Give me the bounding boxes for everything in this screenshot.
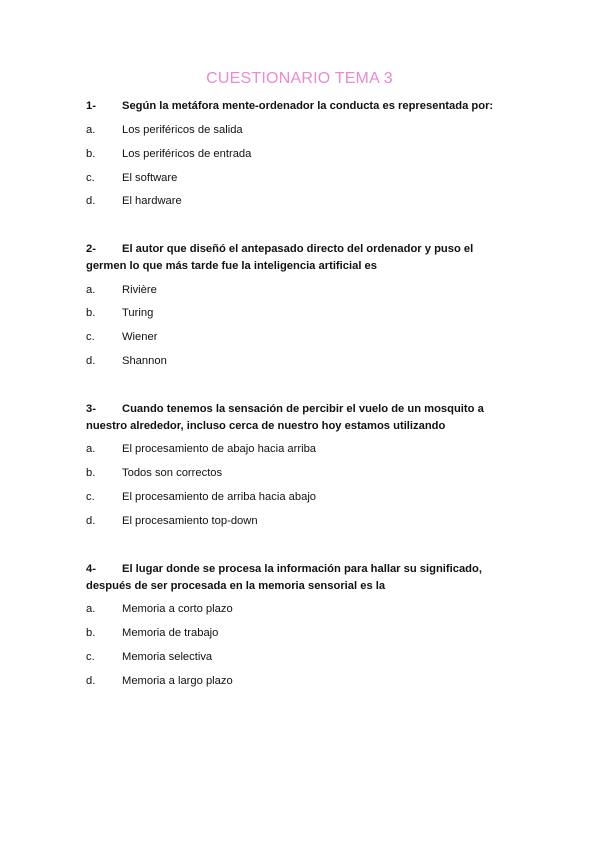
option-4b <box>86 626 218 640</box>
question-4 <box>86 561 506 594</box>
option-letter: a. <box>86 603 96 615</box>
option-letter: c. <box>86 331 95 343</box>
option-letter: b. <box>86 627 96 639</box>
option-text: Turing <box>122 307 154 319</box>
option-2c <box>86 330 157 344</box>
question-text: El lugar donde se procesa la información para hallar su significado, después de ser procesada en la memoria sensorial es la <box>86 563 482 592</box>
question-text: Según la metáfora mente-ordenador la conducta es representada por: <box>122 100 494 112</box>
option-letter: c. <box>86 172 95 184</box>
option-letter: d. <box>86 675 96 687</box>
option-letter: b. <box>86 307 96 319</box>
option-text: Los periféricos de entrada <box>122 148 252 160</box>
option-letter: c. <box>86 491 95 503</box>
option-letter: b. <box>86 467 96 479</box>
option-1d <box>86 194 182 208</box>
question-1 <box>86 98 506 115</box>
option-2d <box>86 354 167 368</box>
question-number: 2- <box>86 243 96 255</box>
question-3 <box>86 401 506 434</box>
option-text: Los periféricos de salida <box>122 124 243 136</box>
option-letter: c. <box>86 651 95 663</box>
option-letter: d. <box>86 195 96 207</box>
option-letter: d. <box>86 515 96 527</box>
question-number: 4- <box>86 563 96 575</box>
page-title: CUESTIONARIO TEMA 3 <box>206 70 393 87</box>
option-text: Memoria de trabajo <box>122 627 219 639</box>
option-text: Shannon <box>122 355 167 367</box>
option-letter: a. <box>86 443 96 455</box>
option-text: Todos son correctos <box>122 467 223 479</box>
option-text: Memoria a largo plazo <box>122 675 233 687</box>
option-text: El hardware <box>122 195 182 207</box>
option-letter: d. <box>86 355 96 367</box>
option-1b <box>86 147 251 161</box>
option-text: El software <box>122 172 178 184</box>
option-4d <box>86 674 233 688</box>
option-text: Wiener <box>122 331 158 343</box>
option-text: El procesamiento de arriba hacia abajo <box>122 491 317 503</box>
option-4c <box>86 650 212 664</box>
question-number: 3- <box>86 403 96 415</box>
option-1c <box>86 171 177 185</box>
option-text: El procesamiento top-down <box>122 515 258 527</box>
question-text: Cuando tenemos la sensación de percibir el vuelo de un mosquito a nuestro alrededor, incluso cerca de nuestro hoy estamos utilizando <box>86 403 484 432</box>
option-3a <box>86 442 316 456</box>
option-text: Memoria selectiva <box>122 651 213 663</box>
option-text: Memoria a corto plazo <box>122 603 233 615</box>
option-text: Rivière <box>122 284 157 296</box>
question-2 <box>86 241 506 274</box>
option-3d <box>86 514 258 528</box>
option-letter: b. <box>86 148 96 160</box>
option-1a <box>86 123 243 137</box>
option-2b <box>86 306 153 320</box>
option-4a <box>86 602 233 616</box>
question-number: 1- <box>86 100 96 112</box>
option-text: El procesamiento de abajo hacia arriba <box>122 443 317 455</box>
option-2a <box>86 283 157 297</box>
question-text: El autor que diseñó el antepasado directo del ordenador y puso el germen lo que más tarde fue la inteligencia artificial es <box>86 243 474 272</box>
option-3b <box>86 466 222 480</box>
option-3c <box>86 490 316 504</box>
option-letter: a. <box>86 124 96 136</box>
option-letter: a. <box>86 284 96 296</box>
